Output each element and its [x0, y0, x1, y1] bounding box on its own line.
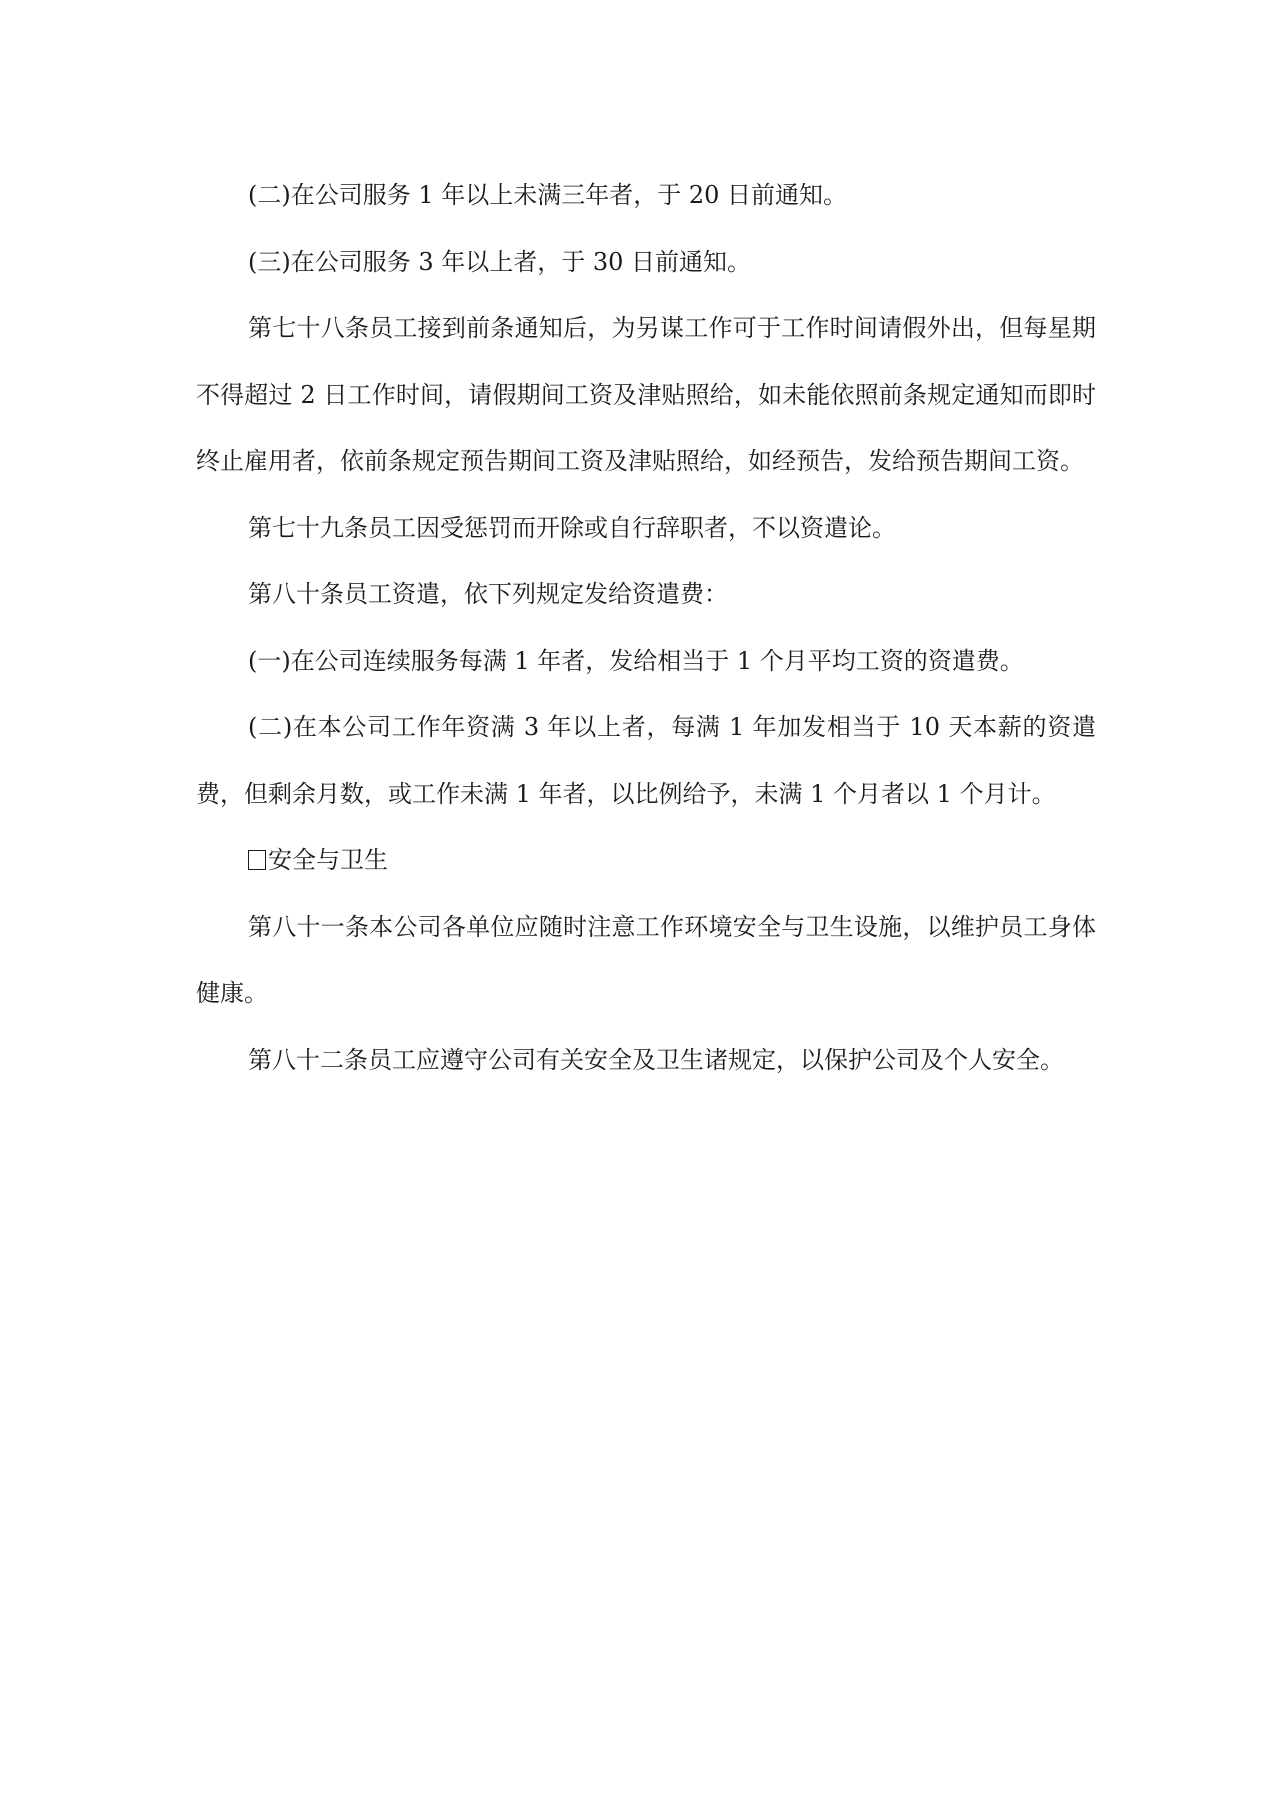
paragraph-item-2: (二)在公司服务 1 年以上未满三年者，于 20 日前通知。	[248, 181, 848, 209]
article-80: 第八十条员工资遣，依下列规定发给资遣费：	[248, 580, 728, 608]
paragraph-item-3: (三)在公司服务 3 年以上者，于 30 日前通知。	[248, 247, 752, 276]
article-81: 第八十一条本公司各单位应随时注意工作环境安全与卫生设施，以维护员工身体健康。	[196, 912, 1096, 1007]
document-body	[196, 162, 1096, 1093]
section-heading	[196, 827, 1096, 894]
article-78: 第七十八条员工接到前条通知后，为另谋工作可于工作时间请假外出，但每星期不得超过 2 日工作时间，请假期间工资及津贴照给，如未能依照前条规定通知而即时终止雇用者，依前条规定预告期间工资及津贴照给，如经预告，发给预告期间工资。	[196, 314, 1096, 475]
article-80-item-2: (二)在本公司工作年资满 3 年以上者，每满 1 年加发相当于 10 天本薪的资遣费，但剩余月数，或工作未满 1 年者，以比例给予，未满 1 个月者以 1 个月计。	[196, 713, 1096, 808]
article-80-item-1: (一)在公司连续服务每满 1 年者，发给相当于 1 个月平均工资的资遣费。	[248, 646, 1024, 675]
checkbox-square-icon	[248, 850, 266, 870]
section-heading-text: 安全与卫生	[268, 846, 388, 874]
article-79: 第七十九条员工因受惩罚而开除或自行辞职者，不以资遣论。	[248, 513, 896, 542]
article-82: 第八十二条员工应遵守公司有关安全及卫生诸规定，以保护公司及个人安全。	[248, 1045, 1064, 1074]
